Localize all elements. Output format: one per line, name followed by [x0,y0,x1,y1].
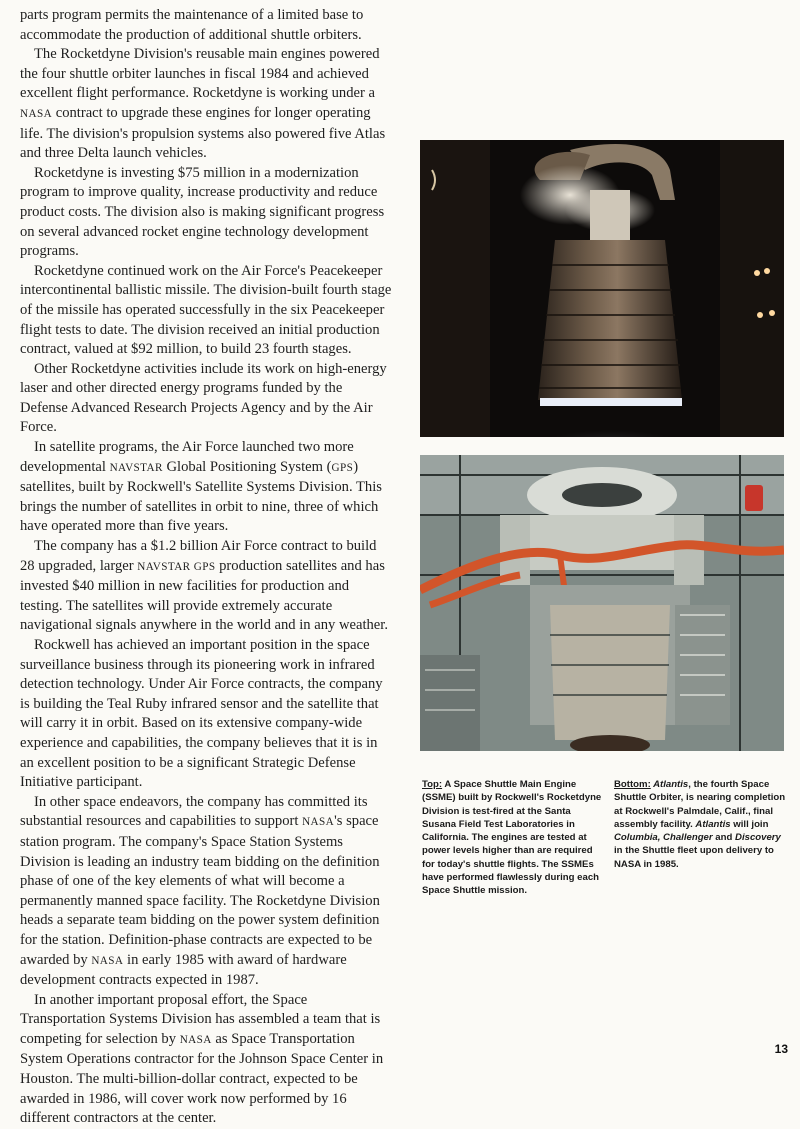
body-text-column [20,6,392,1129]
atlantis-photo-illustration [420,455,784,751]
paragraph-9: In other space endeavors, the company has committed its substantial resources and capabilities to support NASA's space station program. The company's Space Station Systems Division is leading an industry team bidding on the definition phase of one of the key elements of what will become a permanently manned space facility. The Rocketdyne Division heads a separate team bidding on the power system definition for the station. Definition-phase contracts are expected to be awarded by NASA in early 1985 with award of hardware development contracts expected in 1987. [20,793,380,989]
caption-top-label: Top: [422,779,443,790]
atlantis-assembly-photo [420,455,784,751]
paragraph-2: The Rocketdyne Division's reusable main engines powered the four shuttle orbiter launches in fiscal 1984 and achieved excellent flight performance. Rocketdyne is working under a NASA contract to upgrade these engines for longer operating life. The division's propulsion systems also powered five Atlas and three Delta launch vehicles. [20,46,386,162]
paragraph-4: Rocketdyne continued work on the Air Force's Peacekeeper intercontinental ballistic missile. The division-built fourth stage of the missile has operated successfully in the six Peacekeeper flight tests to date. The division received an initial production contract, valued at $92 million, to build 23 fourth stages. [20,262,392,358]
ssme-test-fire-photo [420,140,784,437]
paragraph-10: In another important proposal effort, the Space Transportation Systems Division has assembled a team that is competing for selection by NASA as Space Transportation System Operations contractor for the Johnson Space Center in Houston. The multi-billion-dollar contract, expected to be awarded in 1986, will cover work now performed by 16 different contractors at the center. [20,991,384,1127]
caption-top-photo [422,778,602,898]
ssme-photo-illustration [420,140,784,437]
caption-bottom-photo: Bottom: Atlantis, the fourth Space Shuttle Orbiter, is nearing completion at Rockwell's Palmdale, Calif., final assembly facility. Atlantis will join Columbia, Challenger and Discovery in the Shuttle fleet upon delivery to NASA in 1985. [614,779,786,870]
paragraph-7: The company has a $1.2 billion Air Force contract to build 28 upgraded, larger NAVSTAR GPS production satellites and has invested $40 million in new facilities for production and testing. The satellites will provide extremely accurate navigational signals anywhere in the world and in any weather. [20,538,388,634]
caption-top-text: A Space Shuttle Main Engine (SSME) built by Rockwell's Rocketdyne Division is test-fired at the Santa Susana Field Test Laboratories in California. The engines are tested at power levels higher than are required for today's shuttle flights. The SSMEs have performed flawlessly during each Space Shuttle mission. [422,779,602,897]
paragraph-8: Rockwell has achieved an important position in the space surveillance business through its pioneering work in infrared detection technology. Under Air Force contracts, the company is building the Teal Ruby infrared sensor and the satellite that will carry it in orbit. Based on its extensive company-wide experience and capabilities, the company believes that it is in an excellent position to be a significant Strategic Defense Initiative participant. [20,637,383,791]
page-number: 13 [774,1042,788,1056]
paragraph-5: Other Rocketdyne activities include its work on high-energy laser and other directed energy programs funded by the Defense Advanced Research Projects Agency and by the Air Force. [20,360,387,436]
caption-bottom-label: Bottom: [614,779,651,790]
paragraph-3: Rocketdyne is investing $75 million in a modernization program to improve quality, increase productivity and reduce product costs. The division also is making significant progress on several advanced rocket engine technology development programs. [20,164,385,260]
paragraph-1: parts program permits the maintenance of a limited base to accommodate the production of additional shuttle orbiters. [20,7,364,43]
paragraph-6: In satellite programs, the Air Force launched two more developmental NAVSTAR Global Positioning System (GPS) satellites, built by Rockwell's Satellite Systems Division. This brings the number of satellites in orbit to nine, three of which have operated more than five years. [20,439,382,535]
